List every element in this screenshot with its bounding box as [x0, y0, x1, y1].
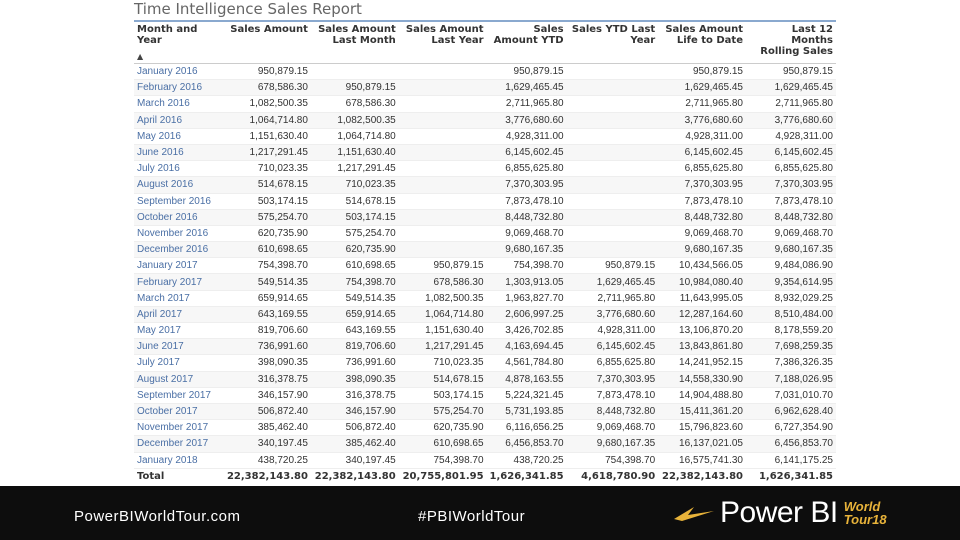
value-cell: 754,398.70: [224, 258, 311, 274]
value-cell: 438,720.25: [487, 452, 567, 468]
value-cell: 9,680,167.35: [658, 242, 746, 258]
value-cell: 1,963,827.70: [487, 290, 567, 306]
value-cell: 1,064,714.80: [311, 128, 399, 144]
value-cell: 1,629,465.45: [658, 80, 746, 96]
value-cell: 6,116,656.25: [487, 420, 567, 436]
value-cell: 15,411,361.20: [658, 403, 746, 419]
value-cell: 7,873,478.10: [746, 193, 836, 209]
value-cell: 7,188,026.95: [746, 371, 836, 387]
table-row[interactable]: [134, 323, 836, 339]
value-cell: 9,354,614.95: [746, 274, 836, 290]
value-cell: 710,023.35: [399, 355, 487, 371]
value-cell: 7,873,478.10: [487, 193, 567, 209]
value-cell: [399, 209, 487, 225]
value-cell: 4,928,311.00: [746, 128, 836, 144]
value-cell: 514,678.15: [311, 193, 399, 209]
value-cell: 3,776,680.60: [567, 306, 659, 322]
footer-hashtag: #PBIWorldTour: [418, 508, 526, 525]
value-cell: 575,254.70: [311, 225, 399, 241]
value-cell: 950,879.15: [399, 258, 487, 274]
value-cell: 503,174.15: [311, 209, 399, 225]
value-cell: 659,914.65: [224, 290, 311, 306]
table-row[interactable]: [134, 371, 836, 387]
value-cell: 316,378.75: [311, 387, 399, 403]
value-cell: 575,254.70: [399, 403, 487, 419]
value-cell: 6,456,853.70: [487, 436, 567, 452]
value-cell: 950,879.15: [567, 258, 659, 274]
value-cell: 1,151,630.40: [224, 128, 311, 144]
table-row[interactable]: [134, 452, 836, 468]
value-cell: 1,151,630.40: [311, 144, 399, 160]
value-cell: 12,287,164.60: [658, 306, 746, 322]
value-cell: [567, 112, 659, 128]
value-cell: 14,241,952.15: [658, 355, 746, 371]
total-cell: Total: [134, 468, 224, 485]
swoosh-icon: [672, 503, 716, 523]
value-cell: 9,680,167.35: [746, 242, 836, 258]
value-cell: 385,462.40: [311, 436, 399, 452]
month-cell: November 2017: [134, 420, 224, 436]
value-cell: 340,197.45: [224, 436, 311, 452]
total-cell: 4,618,780.90: [567, 468, 659, 485]
value-cell: 3,426,702.85: [487, 323, 567, 339]
month-cell: July 2017: [134, 355, 224, 371]
sort-ascending-icon[interactable]: ▲: [137, 52, 144, 61]
value-cell: [399, 177, 487, 193]
month-cell: June 2016: [134, 144, 224, 160]
value-cell: 3,776,680.60: [487, 112, 567, 128]
value-cell: 1,629,465.45: [567, 274, 659, 290]
month-cell: October 2016: [134, 209, 224, 225]
value-cell: [311, 64, 399, 80]
value-cell: [567, 161, 659, 177]
value-cell: 385,462.40: [224, 420, 311, 436]
value-cell: 16,575,741.30: [658, 452, 746, 468]
value-cell: 1,082,500.35: [311, 112, 399, 128]
value-cell: 610,698.65: [311, 258, 399, 274]
month-cell: January 2016: [134, 64, 224, 80]
value-cell: 754,398.70: [487, 258, 567, 274]
sales-table: [134, 20, 834, 485]
value-cell: 7,370,303.95: [567, 371, 659, 387]
column-header-month[interactable]: Month and Year ▲: [134, 21, 224, 64]
value-cell: [567, 144, 659, 160]
value-cell: 3,776,680.60: [746, 112, 836, 128]
value-cell: 1,082,500.35: [224, 96, 311, 112]
table-row[interactable]: [134, 161, 836, 177]
value-cell: 15,796,823.60: [658, 420, 746, 436]
value-cell: [399, 242, 487, 258]
month-cell: December 2016: [134, 242, 224, 258]
value-cell: 819,706.60: [311, 339, 399, 355]
value-cell: [567, 225, 659, 241]
value-cell: [567, 64, 659, 80]
value-cell: 11,643,995.05: [658, 290, 746, 306]
value-cell: 643,169.55: [311, 323, 399, 339]
value-cell: 8,448,732.80: [746, 209, 836, 225]
table-row[interactable]: [134, 403, 836, 419]
value-cell: 6,855,625.80: [487, 161, 567, 177]
value-cell: 506,872.40: [224, 403, 311, 419]
value-cell: 950,879.15: [658, 64, 746, 80]
value-cell: 1,217,291.45: [224, 144, 311, 160]
value-cell: 8,932,029.25: [746, 290, 836, 306]
total-cell: 1,626,341.85: [746, 468, 836, 485]
table-row[interactable]: [134, 387, 836, 403]
value-cell: 4,163,694.45: [487, 339, 567, 355]
value-cell: 1,082,500.35: [399, 290, 487, 306]
month-cell: June 2017: [134, 339, 224, 355]
value-cell: 6,962,628.40: [746, 403, 836, 419]
month-cell: January 2018: [134, 452, 224, 468]
value-cell: 549,514.35: [224, 274, 311, 290]
value-cell: 4,928,311.00: [658, 128, 746, 144]
table-row[interactable]: [134, 436, 836, 452]
value-cell: 610,698.65: [224, 242, 311, 258]
table-row[interactable]: [134, 258, 836, 274]
value-cell: 9,069,468.70: [658, 225, 746, 241]
total-cell: 1,626,341.85: [487, 468, 567, 485]
total-cell: 22,382,143.80: [224, 468, 311, 485]
footer-website[interactable]: PowerBIWorldTour.com: [74, 508, 241, 525]
value-cell: 398,090.35: [311, 371, 399, 387]
value-cell: 7,370,303.95: [658, 177, 746, 193]
value-cell: 1,629,465.45: [487, 80, 567, 96]
value-cell: 9,680,167.35: [487, 242, 567, 258]
value-cell: 7,873,478.10: [567, 387, 659, 403]
value-cell: 950,879.15: [487, 64, 567, 80]
value-cell: [399, 225, 487, 241]
value-cell: 340,197.45: [311, 452, 399, 468]
value-cell: 736,991.60: [311, 355, 399, 371]
power-bi-logo: [672, 496, 887, 530]
value-cell: 438,720.25: [224, 452, 311, 468]
table-row[interactable]: [134, 112, 836, 128]
value-cell: 4,928,311.00: [487, 128, 567, 144]
column-header-last-year[interactable]: Sales Amount Last Year: [399, 21, 487, 64]
value-cell: [567, 193, 659, 209]
value-cell: 2,606,997.25: [487, 306, 567, 322]
value-cell: 950,879.15: [746, 64, 836, 80]
value-cell: 2,711,965.80: [487, 96, 567, 112]
column-header-ytd-last-year[interactable]: Sales YTD Last Year: [567, 21, 659, 64]
month-cell: February 2017: [134, 274, 224, 290]
value-cell: 643,169.55: [224, 306, 311, 322]
month-cell: March 2016: [134, 96, 224, 112]
value-cell: 506,872.40: [311, 420, 399, 436]
month-cell: November 2016: [134, 225, 224, 241]
value-cell: 2,711,965.80: [746, 96, 836, 112]
report-title: Time Intelligence Sales Report: [134, 0, 362, 18]
table-row[interactable]: [134, 96, 836, 112]
value-cell: 7,873,478.10: [658, 193, 746, 209]
value-cell: 7,386,326.35: [746, 355, 836, 371]
value-cell: 610,698.65: [399, 436, 487, 452]
value-cell: 6,145,602.45: [658, 144, 746, 160]
value-cell: 514,678.15: [399, 371, 487, 387]
month-cell: December 2017: [134, 436, 224, 452]
value-cell: 13,106,870.20: [658, 323, 746, 339]
value-cell: 8,178,559.20: [746, 323, 836, 339]
value-cell: 549,514.35: [311, 290, 399, 306]
value-cell: 6,145,602.45: [487, 144, 567, 160]
table-row[interactable]: [134, 177, 836, 193]
value-cell: 8,448,732.80: [567, 403, 659, 419]
value-cell: 6,141,175.25: [746, 452, 836, 468]
value-cell: 6,727,354.90: [746, 420, 836, 436]
total-cell: 20,755,801.95: [399, 468, 487, 485]
value-cell: 7,698,259.35: [746, 339, 836, 355]
value-cell: 678,586.30: [399, 274, 487, 290]
value-cell: [399, 193, 487, 209]
month-cell: March 2017: [134, 290, 224, 306]
value-cell: 9,680,167.35: [567, 436, 659, 452]
value-cell: 6,855,625.80: [567, 355, 659, 371]
value-cell: 4,878,163.55: [487, 371, 567, 387]
value-cell: 8,448,732.80: [658, 209, 746, 225]
value-cell: 678,586.30: [311, 96, 399, 112]
value-cell: 678,586.30: [224, 80, 311, 96]
table-header-row: [134, 21, 836, 64]
table-row[interactable]: [134, 306, 836, 322]
value-cell: 9,069,468.70: [746, 225, 836, 241]
value-cell: 1,217,291.45: [399, 339, 487, 355]
value-cell: 736,991.60: [224, 339, 311, 355]
value-cell: 6,145,602.45: [567, 339, 659, 355]
value-cell: 8,448,732.80: [487, 209, 567, 225]
value-cell: 10,984,080.40: [658, 274, 746, 290]
value-cell: 7,031,010.70: [746, 387, 836, 403]
month-cell: July 2016: [134, 161, 224, 177]
value-cell: 659,914.65: [311, 306, 399, 322]
value-cell: 620,735.90: [311, 242, 399, 258]
value-cell: 5,224,321.45: [487, 387, 567, 403]
value-cell: 6,855,625.80: [746, 161, 836, 177]
value-cell: 7,370,303.95: [746, 177, 836, 193]
value-cell: [399, 64, 487, 80]
month-cell: October 2017: [134, 403, 224, 419]
value-cell: 1,151,630.40: [399, 323, 487, 339]
table-row[interactable]: [134, 242, 836, 258]
table-row[interactable]: [134, 144, 836, 160]
value-cell: 2,711,965.80: [658, 96, 746, 112]
value-cell: 3,776,680.60: [658, 112, 746, 128]
value-cell: 754,398.70: [311, 274, 399, 290]
table-row[interactable]: [134, 225, 836, 241]
value-cell: [567, 242, 659, 258]
value-cell: 1,064,714.80: [399, 306, 487, 322]
value-cell: 503,174.15: [399, 387, 487, 403]
value-cell: 14,904,488.80: [658, 387, 746, 403]
table-row[interactable]: [134, 420, 836, 436]
value-cell: 710,023.35: [224, 161, 311, 177]
column-header-life-to-date[interactable]: Sales Amount Life to Date: [658, 21, 746, 64]
value-cell: [567, 209, 659, 225]
value-cell: [567, 80, 659, 96]
value-cell: [399, 112, 487, 128]
value-cell: 1,064,714.80: [224, 112, 311, 128]
value-cell: 5,731,193.85: [487, 403, 567, 419]
value-cell: [567, 128, 659, 144]
table-total-row: [134, 468, 836, 485]
value-cell: 16,137,021.05: [658, 436, 746, 452]
month-cell: May 2016: [134, 128, 224, 144]
value-cell: 950,879.15: [311, 80, 399, 96]
value-cell: [399, 161, 487, 177]
month-cell: September 2016: [134, 193, 224, 209]
month-cell: August 2017: [134, 371, 224, 387]
value-cell: 819,706.60: [224, 323, 311, 339]
month-cell: February 2016: [134, 80, 224, 96]
value-cell: [567, 177, 659, 193]
month-cell: April 2016: [134, 112, 224, 128]
total-cell: 22,382,143.80: [311, 468, 399, 485]
value-cell: 4,928,311.00: [567, 323, 659, 339]
value-cell: 2,711,965.80: [567, 290, 659, 306]
table-row[interactable]: [134, 274, 836, 290]
value-cell: 9,069,468.70: [487, 225, 567, 241]
table-row[interactable]: [134, 355, 836, 371]
value-cell: 620,735.90: [399, 420, 487, 436]
value-cell: [399, 96, 487, 112]
logo-tag: World Tour18: [843, 499, 887, 527]
month-cell: January 2017: [134, 258, 224, 274]
value-cell: 710,023.35: [311, 177, 399, 193]
value-cell: [399, 144, 487, 160]
value-cell: 9,484,086.90: [746, 258, 836, 274]
value-cell: [567, 96, 659, 112]
value-cell: 575,254.70: [224, 209, 311, 225]
value-cell: 8,510,484.00: [746, 306, 836, 322]
value-cell: 346,157.90: [224, 387, 311, 403]
value-cell: 950,879.15: [224, 64, 311, 80]
value-cell: 10,434,566.05: [658, 258, 746, 274]
month-cell: August 2016: [134, 177, 224, 193]
value-cell: 13,843,861.80: [658, 339, 746, 355]
value-cell: 398,090.35: [224, 355, 311, 371]
value-cell: 9,069,468.70: [567, 420, 659, 436]
table-row[interactable]: [134, 128, 836, 144]
footer-bar: [0, 486, 960, 540]
column-header-sales-amount[interactable]: Sales Amount: [224, 21, 311, 64]
table-row[interactable]: [134, 80, 836, 96]
table-row[interactable]: [134, 209, 836, 225]
value-cell: 316,378.75: [224, 371, 311, 387]
month-cell: September 2017: [134, 387, 224, 403]
value-cell: 514,678.15: [224, 177, 311, 193]
value-cell: 4,561,784.80: [487, 355, 567, 371]
value-cell: 6,145,602.45: [746, 144, 836, 160]
column-header-rolling-12[interactable]: Last 12 Months Rolling Sales: [746, 21, 836, 64]
value-cell: 346,157.90: [311, 403, 399, 419]
total-cell: 22,382,143.80: [658, 468, 746, 485]
logo-text: Power BI: [720, 496, 838, 529]
value-cell: 503,174.15: [224, 193, 311, 209]
column-header-ytd[interactable]: Sales Amount YTD: [487, 21, 567, 64]
value-cell: [399, 80, 487, 96]
value-cell: 620,735.90: [224, 225, 311, 241]
value-cell: 754,398.70: [567, 452, 659, 468]
value-cell: 6,456,853.70: [746, 436, 836, 452]
table-row[interactable]: [134, 193, 836, 209]
value-cell: 14,558,330.90: [658, 371, 746, 387]
value-cell: 6,855,625.80: [658, 161, 746, 177]
table-row[interactable]: [134, 339, 836, 355]
value-cell: 1,303,913.05: [487, 274, 567, 290]
value-cell: 7,370,303.95: [487, 177, 567, 193]
table-row[interactable]: [134, 64, 836, 80]
value-cell: [399, 128, 487, 144]
value-cell: 1,217,291.45: [311, 161, 399, 177]
month-cell: May 2017: [134, 323, 224, 339]
column-header-last-month[interactable]: Sales Amount Last Month: [311, 21, 399, 64]
value-cell: 1,629,465.45: [746, 80, 836, 96]
value-cell: 754,398.70: [399, 452, 487, 468]
table-row[interactable]: [134, 290, 836, 306]
month-cell: April 2017: [134, 306, 224, 322]
